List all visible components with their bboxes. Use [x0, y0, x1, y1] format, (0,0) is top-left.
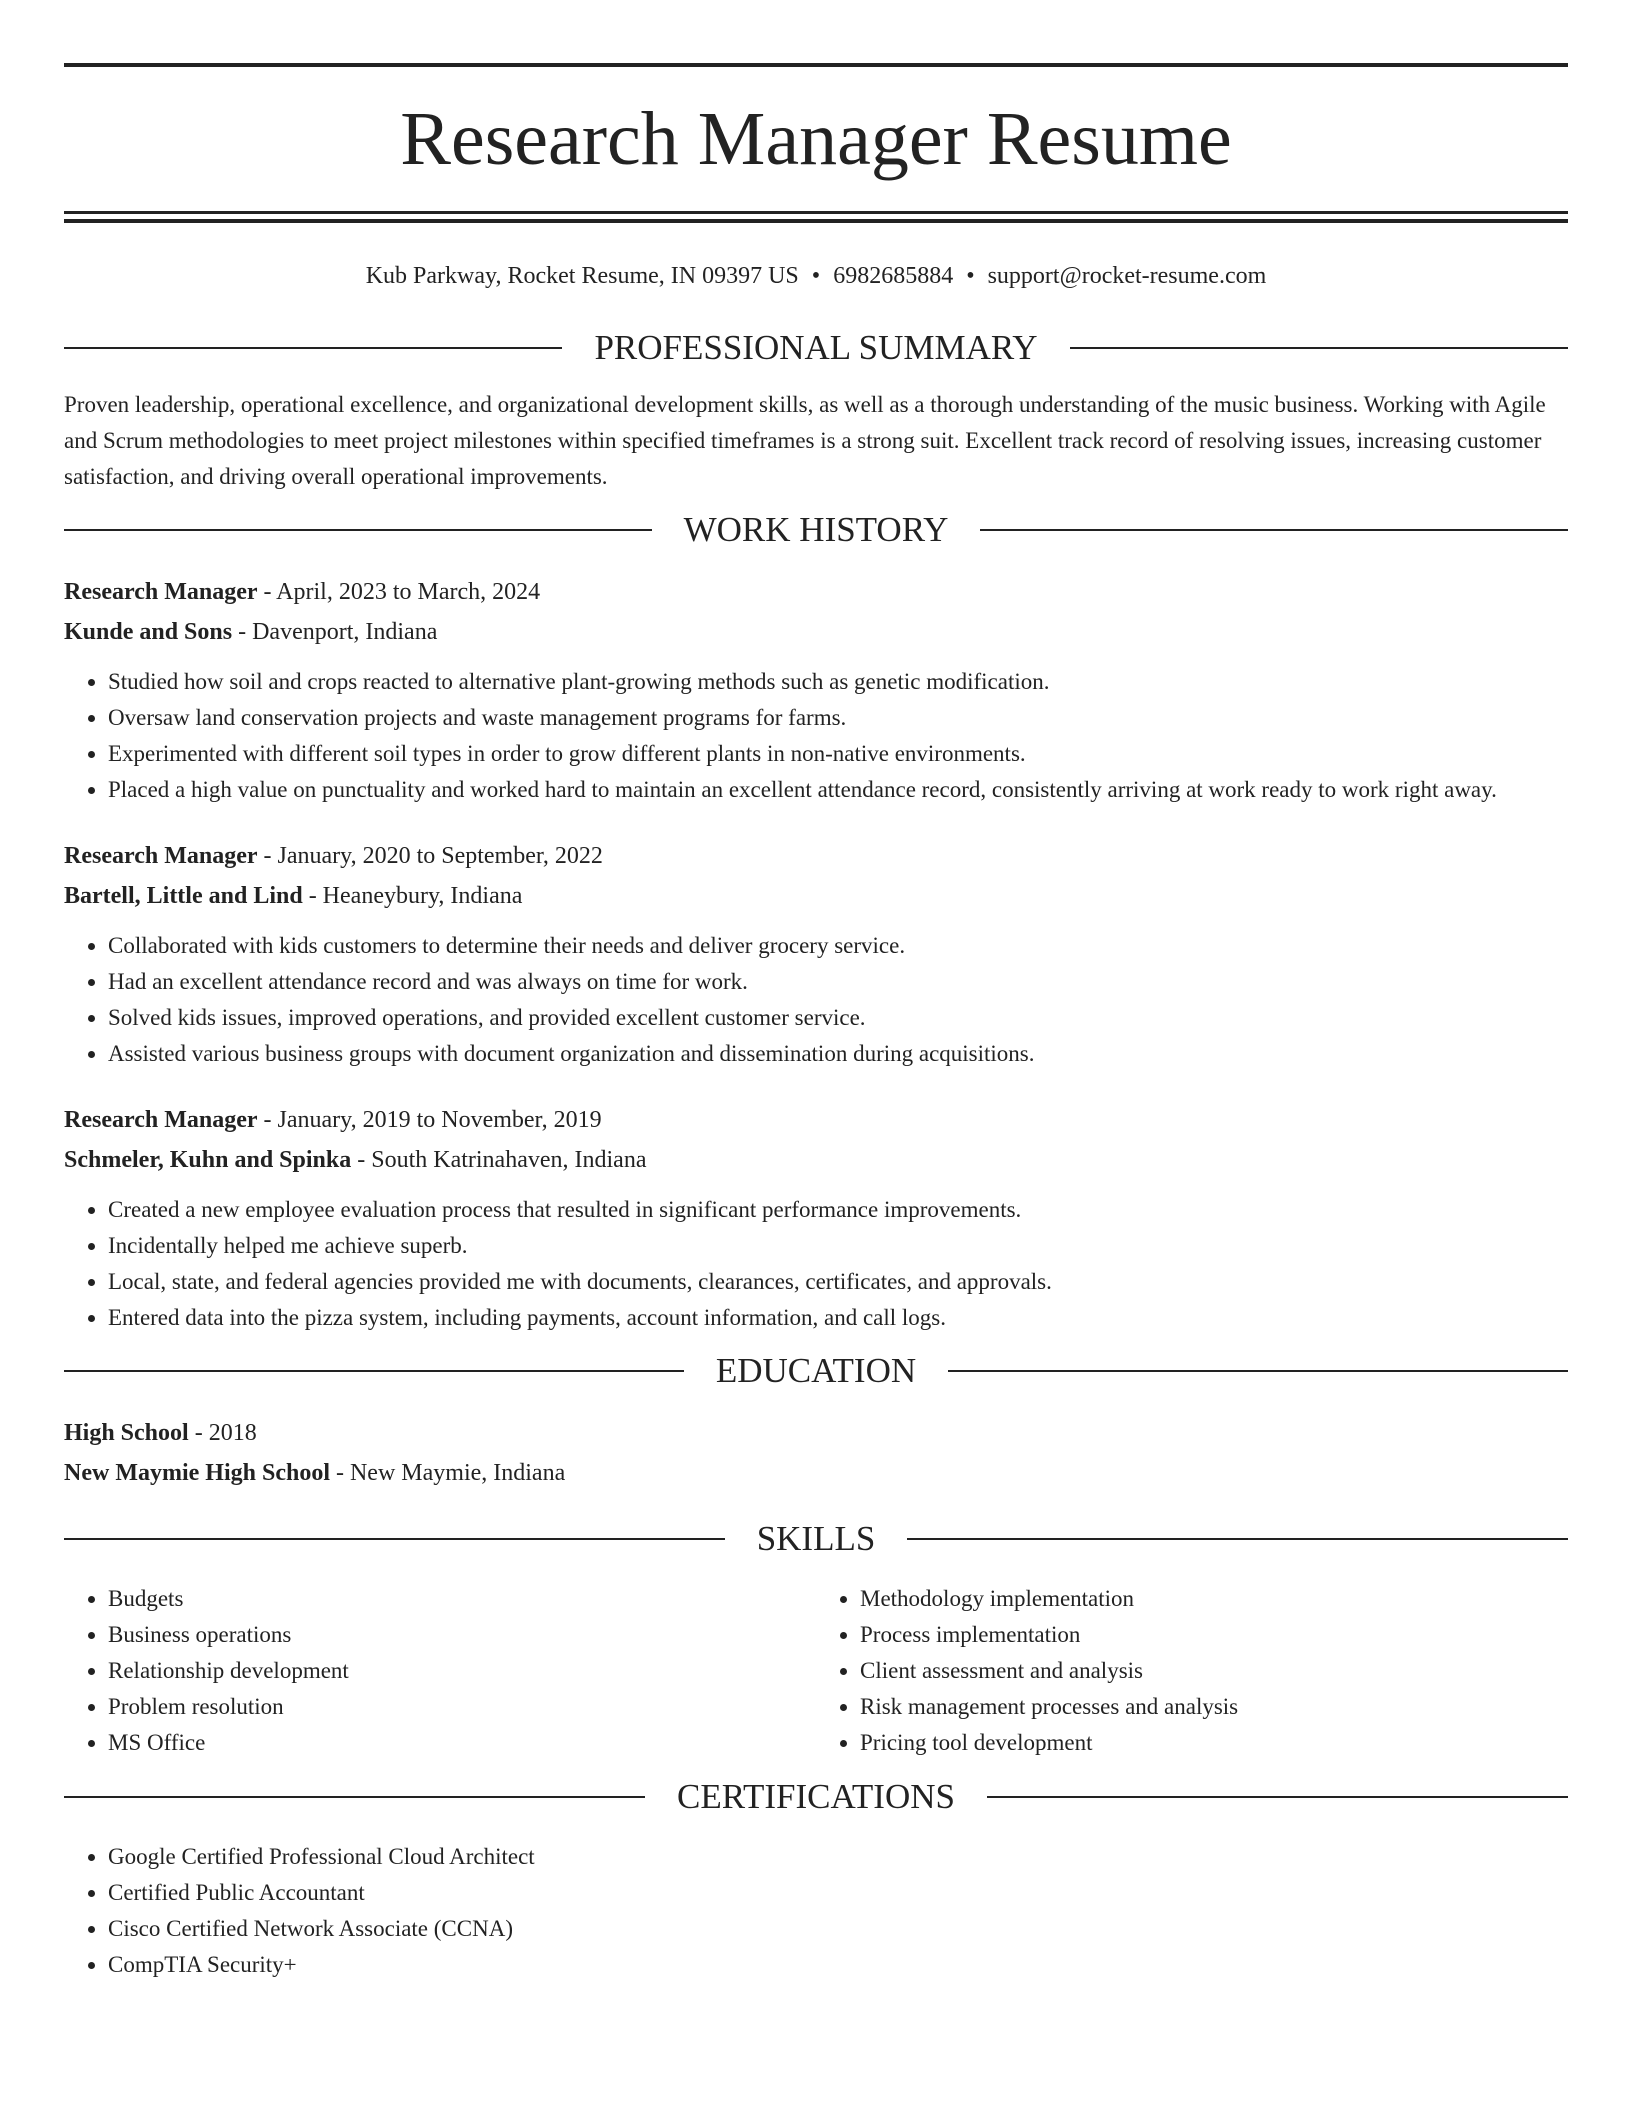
job-title-line — [64, 572, 1568, 612]
list-item: • Pricing tool development — [860, 1725, 1568, 1761]
heading-rule — [64, 347, 562, 349]
education-degree: High School — [64, 1420, 189, 1446]
heading-rule — [64, 1796, 645, 1798]
heading-rule — [64, 1538, 725, 1540]
list-item: • Local, state, and federal agencies provided me with documents, clearances, certificates, and approvals. — [108, 1264, 1568, 1300]
top-rule — [64, 63, 1568, 67]
section-certifications-heading — [64, 1777, 1568, 1817]
list-item: • Created a new employee evaluation process that resulted in significant performance improvements. — [108, 1192, 1568, 1228]
job-entry — [64, 1100, 1568, 1336]
education-degree-line — [64, 1413, 1568, 1453]
skills-left-list — [64, 1581, 816, 1761]
job-company: Kunde and Sons — [64, 619, 233, 645]
list-item: • Cisco Certified Network Associate (CCNA) — [108, 1911, 1568, 1947]
list-item: • Oversaw land conservation projects and waste management programs for farms. — [108, 700, 1568, 736]
list-item: • Budgets — [108, 1581, 816, 1617]
job-entry — [64, 572, 1568, 808]
list-item: • Relationship development — [108, 1653, 816, 1689]
section-label: WORK HISTORY — [683, 510, 949, 549]
title-double-rule — [64, 211, 1568, 223]
list-item: • Google Certified Professional Cloud Architect — [108, 1839, 1568, 1875]
resume-title: Research Manager Resume — [400, 97, 1232, 181]
education-school-line — [64, 1453, 1568, 1493]
list-item: • Experimented with different soil types in order to grow different plants in non-native environments. — [108, 736, 1568, 772]
education-entry — [64, 1413, 1568, 1493]
job-title-line — [64, 836, 1568, 876]
heading-rule — [64, 529, 652, 531]
list-item: • Entered data into the pizza system, including payments, account information, and call logs. — [108, 1300, 1568, 1336]
job-title: Research Manager — [64, 1107, 258, 1133]
contact-line — [64, 261, 1568, 291]
list-item: • MS Office — [108, 1725, 816, 1761]
job-location: - Davenport, Indiana — [232, 619, 438, 645]
job-title: Research Manager — [64, 843, 258, 869]
heading-rule — [1070, 347, 1568, 349]
job-company-line — [64, 1140, 1568, 1180]
heading-rule — [980, 529, 1568, 531]
heading-rule — [907, 1538, 1568, 1540]
job-entry — [64, 836, 1568, 1072]
certifications-list — [64, 1839, 1568, 1983]
heading-rule — [64, 1370, 684, 1372]
heading-rule — [987, 1796, 1568, 1798]
job-dates: - January, 2020 to September, 2022 — [257, 843, 603, 869]
section-label: SKILLS — [756, 1519, 876, 1558]
education-location: - New Maymie, Indiana — [329, 1460, 566, 1486]
list-item: • Collaborated with kids customers to determine their needs and deliver grocery service. — [108, 928, 1568, 964]
job-title-line — [64, 1100, 1568, 1140]
list-item: • Had an excellent attendance record and was always on time for work. — [108, 964, 1568, 1000]
list-item: • Studied how soil and crops reacted to alternative plant-growing methods such as genetic modification. — [108, 664, 1568, 700]
job-company-line — [64, 612, 1568, 652]
list-item: • Business operations — [108, 1617, 816, 1653]
section-education-heading — [64, 1351, 1568, 1391]
contact-address: Kub Parkway, Rocket Resume, IN 09397 US — [365, 263, 799, 289]
job-bullets — [64, 928, 1568, 1072]
job-company: Schmeler, Kuhn and Spinka — [64, 1147, 352, 1173]
list-item: • Client assessment and analysis — [860, 1653, 1568, 1689]
summary-text: Proven leadership, operational excellence, and organizational development skills, as well as a thorough understanding of the music business. Working with Agile and Scrum methodologies to meet project milestones within specified timeframes is a strong suit. Excellent track record of resolving issues, increasing customer satisfaction, and driving overall operational improvements. — [64, 392, 1546, 489]
section-work-heading — [64, 510, 1568, 550]
list-item: • Methodology implementation — [860, 1581, 1568, 1617]
job-dates: - April, 2023 to March, 2024 — [257, 579, 541, 605]
list-item: • Solved kids issues, improved operations, and provided excellent customer service. — [108, 1000, 1568, 1036]
list-item: • Problem resolution — [108, 1689, 816, 1725]
job-location: - South Katrinahaven, Indiana — [351, 1147, 647, 1173]
section-label: EDUCATION — [715, 1351, 917, 1390]
list-item: • Incidentally helped me achieve superb. — [108, 1228, 1568, 1264]
skills-right-list — [816, 1581, 1568, 1761]
contact-email: support@rocket-resume.com — [987, 263, 1267, 289]
list-item: • Risk management processes and analysis — [860, 1689, 1568, 1725]
job-bullets — [64, 664, 1568, 808]
section-label: CERTIFICATIONS — [677, 1777, 955, 1816]
job-title: Research Manager — [64, 579, 258, 605]
list-item: • Process implementation — [860, 1617, 1568, 1653]
contact-separator: • — [966, 263, 975, 289]
list-item: • Assisted various business groups with document organization and dissemination during acquisitions. — [108, 1036, 1568, 1072]
list-item: • Certified Public Accountant — [108, 1875, 1568, 1911]
job-company: Bartell, Little and Lind — [64, 883, 303, 909]
education-year: - 2018 — [188, 1420, 257, 1446]
contact-phone: 6982685884 — [833, 263, 954, 289]
heading-rule — [948, 1370, 1568, 1372]
job-dates: - January, 2019 to November, 2019 — [257, 1107, 602, 1133]
contact-separator: • — [811, 263, 821, 289]
job-location: - Heaneybury, Indiana — [302, 883, 523, 909]
job-company-line — [64, 876, 1568, 916]
list-item: • CompTIA Security+ — [108, 1947, 1568, 1983]
education-school: New Maymie High School — [64, 1460, 330, 1486]
section-summary-heading — [64, 328, 1568, 368]
section-label: PROFESSIONAL SUMMARY — [594, 328, 1038, 367]
list-item: • Placed a high value on punctuality and worked hard to maintain an excellent attendance record, consistently arriving at work ready to work right away. — [108, 772, 1568, 808]
section-skills-heading — [64, 1519, 1568, 1559]
skills-grid — [64, 1581, 1568, 1761]
job-bullets — [64, 1192, 1568, 1336]
